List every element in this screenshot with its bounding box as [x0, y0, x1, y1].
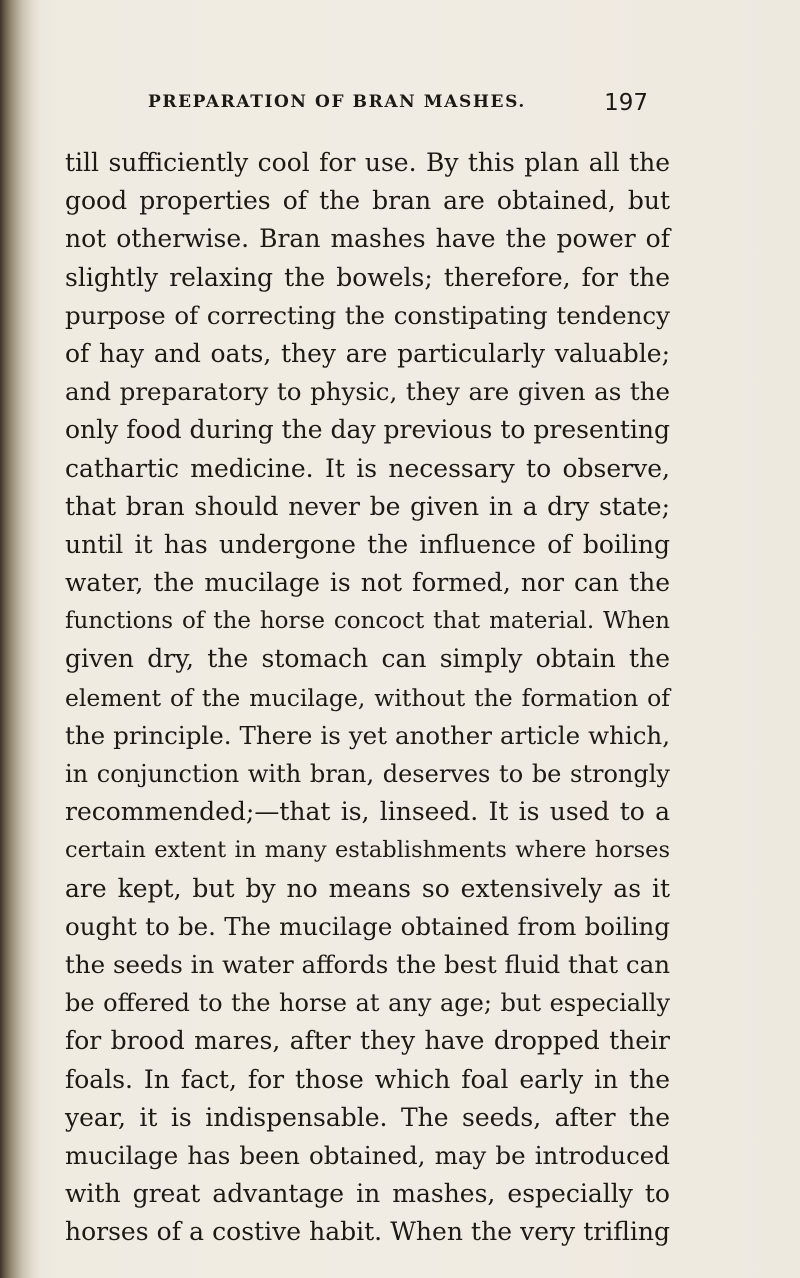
page-number: 197 — [604, 90, 648, 116]
text-line: of hay and oats, they are particularly valuable; — [65, 338, 670, 368]
text-line: certain extent in many establishments where horses — [65, 837, 670, 864]
text-line: element of the mucilage, without the formation of — [65, 683, 670, 712]
text-line: year, it is indispensable. The seeds, after the — [65, 1102, 670, 1132]
text-line: water, the mucilage is not formed, nor can the — [65, 568, 670, 598]
text-line: till sufficiently cool for use. By this plan all the — [65, 148, 670, 177]
page-header — [148, 92, 658, 122]
running-head: PREPARATION OF BRAN MASHES. — [148, 92, 526, 112]
text-line: be offered to the horse at any age; but especially — [65, 989, 670, 1018]
text-line: in conjunction with bran, deserves to be strongly — [65, 760, 670, 788]
text-line: not otherwise. Bran mashes have the power of — [65, 224, 670, 254]
text-line: functions of the horse concoct that material. When — [65, 608, 670, 635]
text-line: cathartic medicine. It is necessary to observe, — [65, 453, 670, 483]
text-line: the principle. There is yet another article which, — [65, 720, 670, 750]
text-line: horses of a costive habit. When the very trifling — [65, 1217, 670, 1247]
text-line: are kept, but by no means so extensively as it — [65, 873, 670, 903]
text-line: foals. In fact, for those which foal early in the — [65, 1064, 670, 1094]
text-line: with great advantage in mashes, especially to — [65, 1179, 670, 1209]
text-line: and preparatory to physic, they are given as the — [65, 377, 670, 407]
text-line: that bran should never be given in a dry state; — [65, 491, 670, 521]
text-line: recommended;—that is, linseed. It is used to a — [65, 797, 670, 827]
text-line: good properties of the bran are obtained, but — [65, 186, 670, 216]
text-line: for brood mares, after they have dropped their — [65, 1026, 670, 1056]
text-line: ought to be. The mucilage obtained from boiling — [65, 911, 670, 941]
text-line: only food during the day previous to presenting — [65, 415, 670, 445]
text-line: purpose of correcting the constipating tendency — [65, 300, 670, 330]
text-line: given dry, the stomach can simply obtain the — [65, 644, 670, 674]
body-text — [65, 144, 670, 1251]
text-line: slightly relaxing the bowels; therefore, for the — [65, 262, 670, 292]
text-line: until it has undergone the influence of boiling — [65, 529, 670, 559]
text-line: mucilage has been obtained, may be introduced — [65, 1140, 670, 1170]
binding-gutter — [0, 0, 40, 1278]
text-line: the seeds in water affords the best fluid that can — [65, 949, 670, 979]
